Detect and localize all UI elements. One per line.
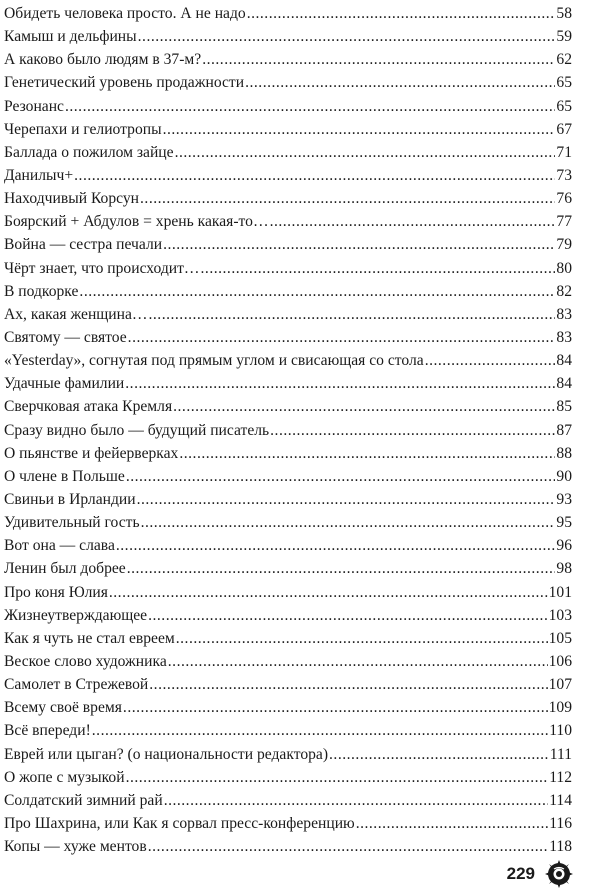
toc-entry-page: 109 bbox=[548, 699, 572, 717]
toc-entry bbox=[4, 349, 572, 372]
toc-entry bbox=[4, 187, 572, 210]
table-of-contents bbox=[4, 2, 572, 858]
toc-entry-page: 58 bbox=[556, 5, 572, 22]
toc-entry bbox=[4, 48, 572, 71]
toc-entry bbox=[4, 210, 572, 233]
toc-entry-title: Как я чуть не стал евреем bbox=[4, 629, 175, 647]
toc-dot-leader bbox=[127, 557, 556, 580]
toc-dot-leader bbox=[245, 71, 555, 94]
toc-entry bbox=[4, 25, 572, 48]
toc-dot-leader bbox=[175, 141, 556, 164]
toc-entry-page: 93 bbox=[556, 490, 572, 508]
toc-entry-title: Ах, какая женщина… bbox=[4, 305, 148, 323]
toc-entry bbox=[4, 812, 572, 835]
toc-entry bbox=[4, 511, 572, 534]
toc-dot-leader bbox=[247, 2, 556, 25]
toc-entry bbox=[4, 627, 572, 650]
toc-entry-title: «Yesterday», согнутая под прямым углом и свисающая со стола bbox=[4, 352, 424, 370]
toc-entry bbox=[4, 673, 572, 696]
toc-entry-page: 76 bbox=[556, 190, 572, 208]
toc-entry-page: 114 bbox=[549, 791, 572, 809]
toc-dot-leader bbox=[141, 511, 556, 534]
toc-entry-title: Удачные фамилии bbox=[4, 375, 125, 393]
toc-entry bbox=[4, 372, 572, 395]
toc-entry-page: 79 bbox=[556, 236, 572, 254]
toc-entry-page: 106 bbox=[548, 652, 572, 670]
toc-entry-title: Про коня Юлия bbox=[4, 583, 108, 601]
toc-entry-title: Данилыч+ bbox=[4, 166, 74, 184]
toc-dot-leader bbox=[179, 442, 555, 465]
toc-entry-title: Вот она — слава bbox=[4, 537, 115, 555]
toc-dot-leader bbox=[201, 257, 556, 280]
toc-entry-title: Резонанс bbox=[4, 97, 64, 115]
toc-dot-leader bbox=[126, 465, 556, 488]
toc-entry bbox=[4, 835, 572, 858]
toc-entry bbox=[4, 326, 572, 349]
toc-entry-title: Война — сестра печали bbox=[4, 236, 163, 254]
toc-entry-title: Про Шахрина, или Как я сорвал пресс-конференцию bbox=[4, 814, 355, 832]
toc-entry-title: А каково было людям в 37-м? bbox=[4, 51, 202, 69]
toc-entry-page: 105 bbox=[548, 629, 572, 647]
toc-entry bbox=[4, 118, 572, 141]
toc-entry-page: 65 bbox=[556, 74, 572, 92]
toc-entry-title: Камыш и дельфины bbox=[4, 28, 137, 46]
toc-entry bbox=[4, 534, 572, 557]
toc-entry-page: 62 bbox=[556, 51, 572, 69]
toc-entry-title: Веское слово художника bbox=[4, 652, 167, 670]
toc-entry-page: 112 bbox=[549, 768, 572, 786]
toc-entry-title: Копы — хуже ментов bbox=[4, 838, 147, 856]
toc-dot-leader bbox=[149, 303, 556, 326]
toc-entry-title: Чёрт знает, что происходит… bbox=[4, 259, 200, 277]
toc-entry-page: 71 bbox=[556, 143, 572, 161]
toc-entry-page: 83 bbox=[556, 305, 572, 323]
toc-entry-page: 87 bbox=[556, 421, 572, 439]
toc-entry bbox=[4, 164, 572, 187]
toc-entry bbox=[4, 604, 572, 627]
toc-entry-page: 77 bbox=[556, 213, 572, 231]
publisher-logo-icon bbox=[543, 858, 575, 890]
toc-dot-leader bbox=[425, 349, 556, 372]
toc-entry-page: 82 bbox=[556, 282, 572, 300]
toc-dot-leader bbox=[65, 95, 555, 118]
toc-entry-title: Самолет в Стрежевой bbox=[4, 676, 149, 694]
toc-entry bbox=[4, 395, 572, 418]
toc-entry bbox=[4, 488, 572, 511]
toc-entry-title: Сразу видно было — будущий писатель bbox=[4, 421, 270, 439]
toc-entry bbox=[4, 719, 572, 742]
toc-entry-title: В подкорке bbox=[4, 282, 79, 300]
toc-entry bbox=[4, 766, 572, 789]
toc-dot-leader bbox=[173, 395, 555, 418]
toc-dot-leader bbox=[356, 812, 548, 835]
toc-entry-title: Всё впереди! bbox=[4, 722, 91, 740]
toc-entry-title: Генетический уровень продажности bbox=[4, 74, 245, 92]
toc-entry-title: Сверчковая атака Кремля bbox=[4, 398, 173, 416]
toc-dot-leader bbox=[126, 766, 549, 789]
toc-dot-leader bbox=[163, 118, 556, 141]
toc-dot-leader bbox=[270, 419, 555, 442]
toc-dot-leader bbox=[125, 372, 555, 395]
toc-dot-leader bbox=[329, 743, 549, 766]
toc-entry-page: 101 bbox=[548, 583, 572, 601]
toc-dot-leader bbox=[137, 488, 556, 511]
toc-entry-title: О члене в Польше bbox=[4, 467, 125, 485]
toc-dot-leader bbox=[176, 627, 548, 650]
toc-entry-title: О жопе с музыкой bbox=[4, 768, 125, 786]
toc-entry-title: О пьянстве и фейерверках bbox=[4, 444, 179, 462]
toc-entry bbox=[4, 465, 572, 488]
toc-entry-page: 107 bbox=[548, 676, 572, 694]
toc-entry-title: Боярский + Абдулов = хрень какая-то… bbox=[4, 213, 269, 231]
toc-entry-page: 88 bbox=[556, 444, 572, 462]
toc-entry-page: 96 bbox=[556, 537, 572, 555]
toc-dot-leader bbox=[270, 210, 556, 233]
toc-dot-leader bbox=[202, 48, 555, 71]
toc-entry bbox=[4, 303, 572, 326]
toc-entry-title: Удивительный гость bbox=[4, 514, 140, 532]
toc-dot-leader bbox=[140, 187, 555, 210]
toc-dot-leader bbox=[148, 604, 548, 627]
toc-entry-title: Святому — святое bbox=[4, 328, 127, 346]
toc-entry-page: 73 bbox=[556, 166, 572, 184]
toc-dot-leader bbox=[116, 534, 556, 557]
toc-entry-title: Обидеть человека просто. А не надо bbox=[4, 5, 246, 22]
toc-entry-page: 118 bbox=[549, 838, 572, 856]
page-number: 229 bbox=[506, 864, 535, 883]
toc-dot-leader bbox=[164, 789, 549, 812]
toc-entry bbox=[4, 743, 572, 766]
toc-entry-title: Еврей или цыган? (о национальности редактора) bbox=[4, 745, 329, 763]
toc-entry bbox=[4, 650, 572, 673]
toc-dot-leader bbox=[92, 719, 548, 742]
toc-entry-page: 110 bbox=[549, 722, 572, 740]
toc-dot-leader bbox=[168, 650, 548, 673]
toc-entry bbox=[4, 789, 572, 812]
toc-dot-leader bbox=[148, 835, 548, 858]
toc-entry-page: 83 bbox=[556, 328, 572, 346]
toc-entry-title: Всему своё время bbox=[4, 699, 122, 717]
toc-dot-leader bbox=[123, 696, 548, 719]
toc-entry-page: 65 bbox=[556, 97, 572, 115]
toc-entry-title: Ленин был добрее bbox=[4, 560, 126, 578]
toc-entry-title: Свиньи в Ирландии bbox=[4, 490, 136, 508]
toc-entry-page: 111 bbox=[549, 745, 572, 763]
toc-entry-page: 85 bbox=[556, 398, 572, 416]
toc-dot-leader bbox=[74, 164, 555, 187]
toc-dot-leader bbox=[138, 25, 556, 48]
toc-entry-title: Находчивый Корсун bbox=[4, 190, 140, 208]
toc-entry-title: Баллада о пожилом зайце bbox=[4, 143, 174, 161]
toc-entry-page: 59 bbox=[556, 28, 572, 46]
toc-entry-page: 67 bbox=[556, 120, 572, 138]
toc-entry bbox=[4, 141, 572, 164]
toc-entry-title: Солдатский зимний рай bbox=[4, 791, 163, 809]
toc-entry-title: Жизнеутверждающее bbox=[4, 606, 148, 624]
toc-dot-leader bbox=[128, 326, 556, 349]
page-footer bbox=[507, 858, 575, 890]
toc-entry bbox=[4, 696, 572, 719]
toc-entry-page: 95 bbox=[556, 514, 572, 532]
toc-entry bbox=[4, 581, 572, 604]
toc-entry-page: 90 bbox=[556, 467, 572, 485]
toc-entry-page: 116 bbox=[549, 814, 572, 832]
toc-entry bbox=[4, 280, 572, 303]
toc-entry bbox=[4, 257, 572, 280]
toc-dot-leader bbox=[163, 233, 555, 256]
toc-entry-page: 98 bbox=[556, 560, 572, 578]
toc-entry-page: 84 bbox=[556, 375, 572, 393]
toc-entry bbox=[4, 2, 572, 25]
toc-dot-leader bbox=[149, 673, 547, 696]
toc-entry-page: 103 bbox=[548, 606, 572, 624]
toc-entry bbox=[4, 95, 572, 118]
toc-entry-page: 80 bbox=[556, 259, 572, 277]
toc-dot-leader bbox=[109, 581, 548, 604]
toc-entry bbox=[4, 557, 572, 580]
toc-entry bbox=[4, 71, 572, 94]
toc-entry bbox=[4, 442, 572, 465]
toc-dot-leader bbox=[79, 280, 555, 303]
toc-entry-page: 84 bbox=[556, 352, 572, 370]
toc-entry-title: Черепахи и гелиотропы bbox=[4, 120, 162, 138]
toc-entry bbox=[4, 233, 572, 256]
toc-entry bbox=[4, 419, 572, 442]
